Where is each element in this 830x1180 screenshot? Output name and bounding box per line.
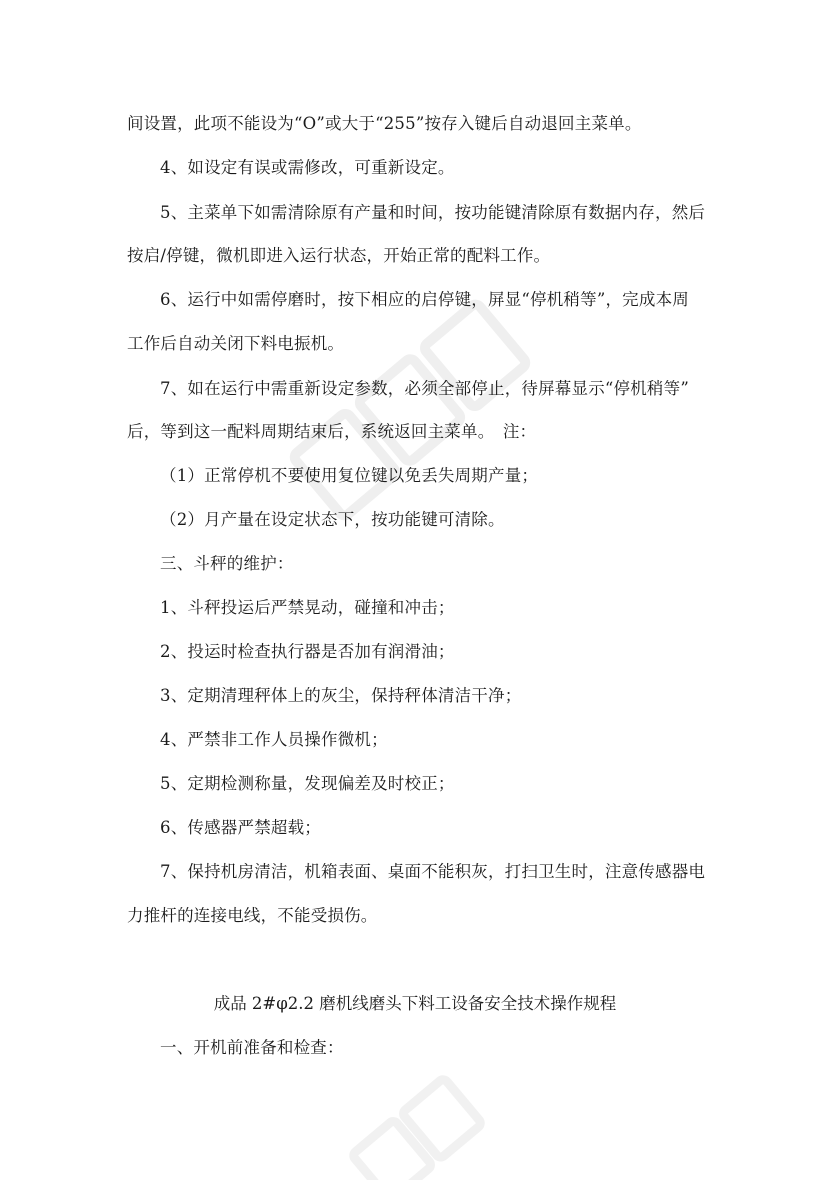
maintenance-item-3: 3、定期清理秤体上的灰尘，保持秤体清洁干净； bbox=[160, 686, 522, 705]
text-line-7: 7、如在运行中需重新设定参数，必须全部停止，待屏幕显示“停机稍等” bbox=[160, 379, 689, 398]
maintenance-item-7: 7、保持机房清洁，机箱表面、桌面不能积灰，打扫卫生时，注意传感器电 bbox=[160, 862, 706, 881]
maintenance-item-6: 6、传感器严禁超载； bbox=[160, 818, 321, 837]
maintenance-item-1: 1、斗秤投运后严禁晃动，碰撞和冲击； bbox=[160, 598, 455, 617]
text-line-6: 工作后自动关闭下料电振机。 bbox=[127, 334, 345, 353]
maintenance-item-4: 4、严禁非工作人员操作微机； bbox=[160, 730, 388, 749]
note-item-2: （2）月产量在设定状态下，按功能键可清除。 bbox=[160, 510, 505, 529]
maintenance-item-2: 2、投运时检查执行器是否加有润滑油； bbox=[160, 642, 455, 661]
watermark-graphic-bottom bbox=[330, 1060, 550, 1180]
text-line-5: 6、运行中如需停磨时，按下相应的启停键，屏显“停机稍等”，完成本周 bbox=[160, 290, 689, 309]
text-line-4: 按启/停键，微机即进入运行状态，开始正常的配料工作。 bbox=[127, 246, 551, 265]
maintenance-item-5: 5、定期检测称量，发现偏差及时校正； bbox=[160, 774, 455, 793]
maintenance-item-7-cont: 力推杆的连接电线，不能受损伤。 bbox=[127, 906, 378, 925]
text-line-1: 间设置，此项不能设为“O”或大于“255”按存入键后自动退回主菜单。 bbox=[127, 114, 642, 133]
text-line-8: 后，等到这一配料周期结束后，系统返回主菜单。 注： bbox=[127, 422, 537, 441]
subsection-heading: 三、斗秤的维护： bbox=[160, 554, 294, 573]
section-heading: 一、开机前准备和检查： bbox=[160, 1038, 344, 1057]
section-title: 成品 2#φ2.2 磨机线磨头下料工设备安全技术操作规程 bbox=[213, 994, 617, 1013]
text-line-2: 4、如设定有误或需修改，可重新设定。 bbox=[160, 158, 455, 177]
text-line-3: 5、主菜单下如需清除原有产量和时间，按功能键清除原有数据内存，然后 bbox=[160, 203, 706, 222]
note-item-1: （1）正常停机不要使用复位键以免丢失周期产量； bbox=[160, 466, 539, 485]
